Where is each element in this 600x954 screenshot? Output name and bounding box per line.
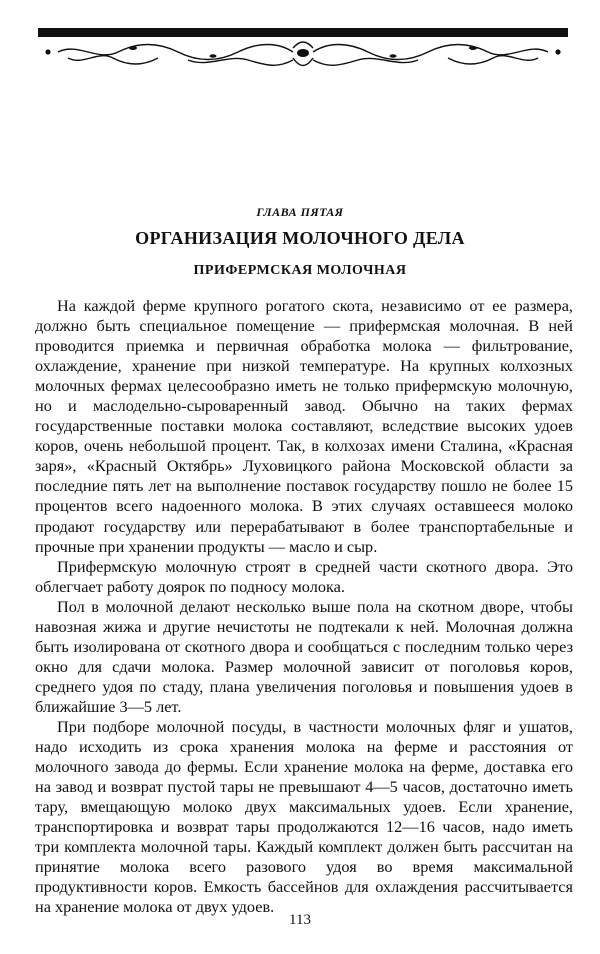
chapter-label: ГЛАВА ПЯТАЯ bbox=[256, 205, 344, 219]
section-title: ПРИФЕРМСКАЯ МОЛОЧНАЯ bbox=[193, 263, 407, 278]
paragraph: Прифермскую молочную строят в средней части скотного двора. Это облегчает работу доярок по подносу молока. bbox=[35, 556, 573, 596]
paragraph: На каждой ферме крупного рогатого скота, независимо от ее размера, должно быть специальное помещение — прифермская молочная. В ней проводится приемка и первичная обработка молока — фильтрование, охлаждение, хранение при низкой температуре. На крупных колхозных молочных фермах целесообразно иметь не только прифермскую молочную, но и маслодельно-сыроваренный завод. Обычно на таких фермах государственные поставки молока составляют, вследствие высоких удоев коров, очень небольшой процент. Так, в колхозах имени Сталина, «Красная заря», «Красный Октябрь» Луховицкого района Московской области за последние пять лет на выполнение поставок государству пошло не более 15 процентов всего надоенного молока. В этих случаях оставшееся молоко продают государству или перерабатывают в более транспортабельные и прочные при хранении продукты — масло и сыр. bbox=[35, 296, 573, 556]
page-number: 113 bbox=[289, 912, 311, 928]
chapter-title: ОРГАНИЗАЦИЯ МОЛОЧНОГО ДЕЛА bbox=[135, 228, 465, 248]
paragraph: При подборе молочной посуды, в частности молочных фляг и ушатов, надо исходить из срока хранения молока на ферме и расстояния от молочного завода до фермы. Если хранение молока на ферме, доставка его на завод и возврат пустой тары не превышают 4—5 часов, достаточно иметь тару, вмещающую молоко двух максимальных удоев. Если хранение, транспортировка и возврат тары продолжаются 12—16 часов, надо иметь три комплекта молочной тары. Каждый комплект должен быть рассчитан на принятие молока всего разового удоя во время максимальной продуктивности коров. Емкость бассейнов для охлаждения рассчитывается на хранение молока от двух удоев. bbox=[35, 716, 573, 917]
header-ornament bbox=[38, 28, 568, 78]
body-text bbox=[35, 296, 573, 917]
paragraph: Пол в молочной делают несколько выше пола на скотном дворе, чтобы навозная жижа и другие нечистоты не подтекали к ней. Молочная должна быть изолирована от скотного двора и сообщаться с последним только через окно для сдачи молока. Размер молочной зависит от поголовья коров, среднего удоя по стаду, плана увеличения поголовья и повышения удоев в ближайшие 3—5 лет. bbox=[35, 596, 573, 716]
